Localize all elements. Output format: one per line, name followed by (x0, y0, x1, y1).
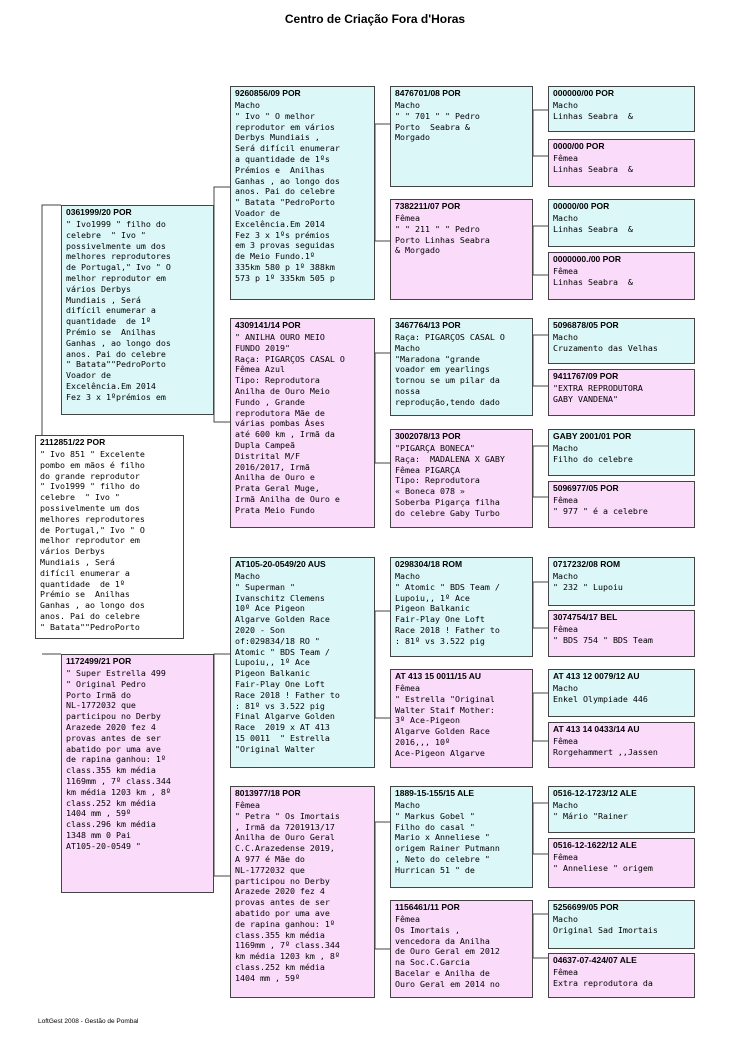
ancestor-box (390, 786, 533, 888)
page-title: Centro de Criação Fora d'Horas (284, 12, 466, 26)
sire (61, 205, 214, 415)
ring-number: 0000/00 POR (553, 141, 605, 151)
ring-number: 00000/00 POR (553, 201, 610, 211)
bird-description: Fêmea " BDS 754 " BDS Team (553, 624, 653, 645)
ancestor-box (548, 669, 695, 717)
bird-description: Macho Cruzamento das Velhas (553, 332, 658, 353)
ring-number: 0516-12-1723/12 ALE (553, 788, 637, 798)
maternal-grandsire (230, 557, 375, 768)
bird-description: Fêmea " " 211 " " Pedro Porto Linhas Seabra & Morgado (395, 213, 490, 256)
ancestor-box (548, 481, 695, 528)
ancestor-box (548, 429, 695, 476)
bird-description: Fêmea Extra reprodutora da (553, 967, 653, 988)
ring-number: 1889-15-155/15 ALE (395, 788, 475, 798)
bird-description: " Ivo 851 " Excelente pombo em mãos é filho do grande reprodutor " Ivo1999 " filho do celebre " Ivo " possivelmente um dos melhores reprodutores de Portugal," Ivo " O melhor reprodutor em vários Derbys Mundiais , Será difícil enumerar a quantidade de 1º Prémio se Anilhas Ganhas , ao longo dos anos. Pai do celebre " Batata""PedroPorto (40, 449, 145, 632)
ancestor-box (548, 786, 695, 833)
ancestor-box (390, 669, 533, 768)
ancestor-box (390, 318, 533, 416)
ring-number: 8476701/08 POR (395, 88, 461, 98)
ancestor-box (548, 318, 695, 364)
bird-description: Fêmea Linhas Seabra & (553, 266, 633, 287)
bird-description: Macho " Mário "Rainer (553, 800, 628, 821)
ancestor-box (390, 557, 533, 657)
ancestor-box (548, 139, 695, 187)
ring-number: 5096977/05 POR (553, 483, 619, 493)
ring-number: AT 413 14 0433/14 AU (553, 724, 640, 734)
bird-description: Macho Linhas Seabra & (553, 100, 633, 121)
bird-description: Fêmea " Petra " Os Imortais , Irmã da 7201913/17 Anilha de Ouro Geral C.C.Arazedense 2019, A 977 é Mãe do NL-1772032 que participou no Derby Arazede 2020 fez 4 provas antes de ser abatido por uma ave de rapina ganhou: 1º class.355 km média 1169mm , 7º class.344 km média 1203 km , 8º class.252 km média 1404 mm , 59º (235, 800, 340, 983)
pedigree-subject (35, 435, 184, 639)
ancestor-box (390, 86, 533, 187)
ancestor-box (390, 429, 533, 528)
bird-description: Macho " Markus Gobel " Filho do casal " Mario x Anneliese " origem Rainer Putmann , Neto do celebre " Hurrican 51 " de (395, 800, 500, 875)
bird-description: " ANILHA OURO MEIO FUNDO 2019" Raça: PIGARÇOS CASAL O Fêmea Azul Tipo: Reprodutora Anilha de Ouro Meio Fundo , Grande reprodutora Mãe de várias pombas Áses até 600 km , Irmã da Dupla Campeã Distrital M/F 2016/2017, Irmã Anilha de Ouro e Prata Geral Muge, Irmã Anilha de Ouro e Prata Meio Fundo (235, 332, 345, 515)
bird-description: Fêmea Linhas Seabra & (553, 153, 633, 174)
bird-description: "EXTRA REPRODUTORA GABY VANDENA" (553, 383, 643, 404)
ancestor-box (548, 86, 695, 132)
ring-number: 0717232/08 ROM (553, 559, 621, 569)
ring-number: GABY 2001/01 POR (553, 431, 632, 441)
bird-description: Fêmea Os Imortais , vencedora da Anilha de Ouro Geral em 2012 na Soc.C.Garcia Bacelar e Anilha de Ouro Geral em 2014 no (395, 914, 500, 989)
ring-number: 04637-07-424/07 ALE (553, 955, 637, 965)
ancestor-box (548, 838, 695, 888)
ring-number: 2112851/22 POR (40, 437, 106, 447)
ring-number: 4309141/14 POR (235, 320, 301, 330)
bird-description: Macho " Superman " Ivanschitz Clemens 10º Ace Pigeon Algarve Golden Race 2020 - Son of:029834/18 RO " Atomic " BDS Team / Lupoiu,, 1º Ace Pigeon Balkanic Fair-Play One Loft Race 2018 ! Father to : 81º vs 3.522 pig Final Algarve Golden Race 2019 x AT 413 15 0011 " Estrella "Original Walter (235, 571, 340, 754)
ancestor-box (548, 369, 695, 416)
ancestor-box (390, 199, 533, 300)
ancestor-box (548, 722, 695, 768)
paternal-grandsire (230, 86, 375, 300)
bird-description: Macho " Atomic " BDS Team / Lupoiu,, 1º Ace Pigeon Balkanic Fair-Play One Loft Race 2018 ! Father to : 81º vs 3.522 pig (395, 571, 500, 646)
ring-number: AT 413 15 0011/15 AU (395, 671, 482, 681)
ancestor-box (548, 252, 695, 300)
bird-description: " Super Estrella 499 " Original Pedro Porto Irmã do NL-1772032 que participou no Derby Arazede 2020 fez 4 provas antes de ser abatido por uma ave de rapina ganhou: 1º class.355 km média 1169mm , 7º class.344 km média 1203 km , 8º class.252 km média 1404 mm , 59º class.296 km média 1348 mm 0 Pai AT105-20-0549 " (66, 668, 171, 851)
ancestor-box (390, 900, 533, 998)
ring-number: 0361999/20 POR (66, 207, 132, 217)
ring-number: 3467764/13 POR (395, 320, 461, 330)
ring-number: 8013977/18 POR (235, 788, 301, 798)
ring-number: 7382211/07 POR (395, 201, 461, 211)
ring-number: 9411767/09 POR (553, 371, 619, 381)
ring-number: 0298304/18 ROM (395, 559, 463, 569)
ancestor-box (548, 953, 695, 998)
ring-number: AT105-20-0549/20 AUS (235, 559, 326, 569)
ancestor-box (548, 199, 695, 247)
ring-number: 9260856/09 POR (235, 88, 301, 98)
bird-description: Macho " Ivo " O melhor reprodutor em vários Derbys Mundiais , Será difícil enumerar a quantidade de 1ºs Prémios e Anilhas Ganhas , ao longo dos anos. Pai do celebre " Batata "PedroPorto Voador de Excelência.Em 2014 Fez 3 x 1ºs prémios em 3 provas seguidas de Meio Fundo.1º 335km 580 p 1º 388km 573 p 1º 335km 505 p (235, 100, 340, 283)
ring-number: 3002078/13 POR (395, 431, 461, 441)
bird-description: Macho Linhas Seabra & (553, 213, 633, 234)
bird-description: Macho " 232 " Lupoiu (553, 571, 623, 592)
bird-description: Raça: PIGARÇOS CASAL O Macho "Maradona "grande voador em yearlings tornou se um pilar da nossa reprodução,tendo dado (395, 332, 505, 407)
ring-number: 0000000./00 POR (553, 254, 622, 264)
ring-number: 1172499/21 POR (66, 656, 132, 666)
bird-description: " Ivo1999 " filho do celebre " Ivo " possivelmente um dos melhores reprodutores de Portugal," Ivo " O melhor reprodutor em vários Derbys Mundiais , Será difícil enumerar a quantidade de 1º Prémio se Anilhas Ganhas , ao longo dos anos. Pai do celebre " Batata""PedroPorto Voador de Excelência.Em 2014 Fez 3 x 1ºprémios em (66, 219, 171, 402)
ring-number: 5256699/05 POR (553, 902, 619, 912)
ancestor-box (548, 557, 695, 606)
bird-description: Macho Original Sad Imortais (553, 914, 658, 935)
footer-credit: LoftGest 2008 - Gestão de Pombal (38, 1018, 139, 1025)
maternal-granddam (230, 786, 375, 998)
bird-description: Fêmea " Estrella "Original Walter Staif Mother: 3º Ace-Pigeon Algarve Golden Race 2016,,, 10º Ace-Pigeon Algarve (395, 683, 495, 758)
dam (61, 654, 214, 893)
ancestor-box (548, 610, 695, 657)
bird-description: Fêmea " Anneliese " origem (553, 852, 653, 873)
bird-description: Fêmea " 977 " é a celebre (553, 495, 648, 516)
ring-number: AT 413 12 0079/12 AU (553, 671, 640, 681)
bird-description: Macho " " 701 " " Pedro Porto Seabra & Morgado (395, 100, 480, 143)
ring-number: 5096878/05 POR (553, 320, 619, 330)
bird-description: Macho Enkel Olympiade 446 (553, 683, 648, 704)
bird-description: "PIGARÇA BONECA" Raça: MADALENA X GABY Fêmea PIGARÇA Tipo: Reprodutora « Boneca 078 » Soberba Pigarça filha do celebre Gaby Turbo (395, 443, 505, 518)
ring-number: 1156461/11 POR (395, 902, 460, 912)
ring-number: 000000/00 POR (553, 88, 614, 98)
ring-number: 3074754/17 BEL (553, 612, 618, 622)
ring-number: 0516-12-1622/12 ALE (553, 840, 637, 850)
bird-description: Fêmea Rorgehammert ,,Jassen (553, 736, 658, 757)
bird-description: Macho Filho do celebre (553, 443, 633, 464)
paternal-granddam (230, 318, 375, 528)
ancestor-box (548, 900, 695, 949)
